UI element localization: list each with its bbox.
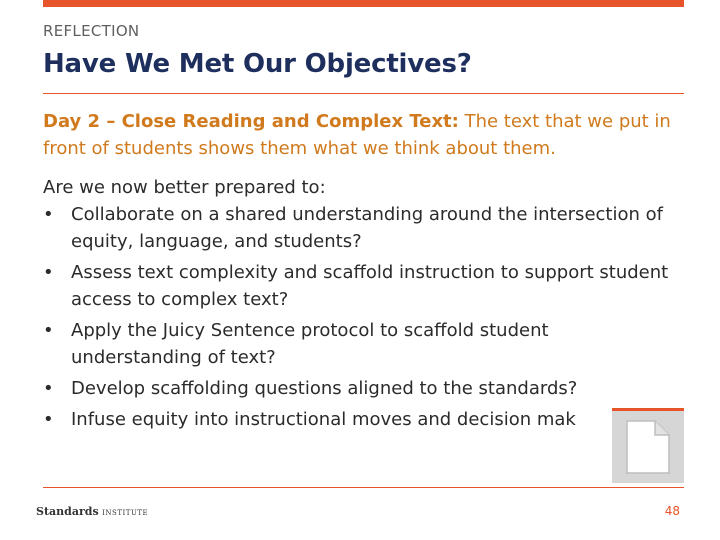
list-item: [43, 375, 673, 402]
objectives-list: [43, 201, 673, 437]
logo-sub-text: INSTITUTE: [102, 509, 149, 517]
intro-text: The text that we put in front of students shows them what we think about them.: [43, 111, 671, 159]
list-item-text: Apply the Juicy Sentence protocol to scaffold student understanding of text?: [71, 320, 549, 368]
bullet-marker: •: [43, 320, 54, 341]
list-item-text: Assess text complexity and scaffold instruction to support student access to complex text?: [71, 262, 669, 310]
list-item: [43, 317, 673, 371]
top-accent-bar: [43, 0, 684, 7]
prompt-text: Are we now better prepared to:: [43, 177, 326, 198]
document-link-button[interactable]: [612, 408, 684, 483]
standards-institute-logo: [36, 505, 148, 518]
intro-paragraph: [43, 108, 673, 162]
page-number: 48: [664, 504, 680, 518]
list-item: [43, 406, 673, 433]
intro-lead: Day 2 – Close Reading and Complex Text:: [43, 111, 459, 132]
bullet-marker: •: [43, 378, 54, 399]
page-title: Have We Met Our Objectives?: [43, 49, 472, 79]
list-item-text: Develop scaffolding questions aligned to the standards?: [71, 378, 578, 399]
bullet-marker: •: [43, 204, 54, 225]
footer-divider: [43, 487, 684, 488]
logo-main-text: Standards: [36, 505, 99, 518]
title-divider: [43, 93, 684, 94]
bullet-marker: •: [43, 409, 54, 430]
list-item: [43, 259, 673, 313]
list-item: [43, 201, 673, 255]
bullet-marker: •: [43, 262, 54, 283]
list-item-text: Infuse equity into instructional moves and decision mak: [71, 409, 576, 430]
list-item-text: Collaborate on a shared understanding around the intersection of equity, language, and students?: [71, 204, 663, 252]
document-icon: [625, 419, 671, 475]
section-label: REFLECTION: [43, 22, 140, 40]
